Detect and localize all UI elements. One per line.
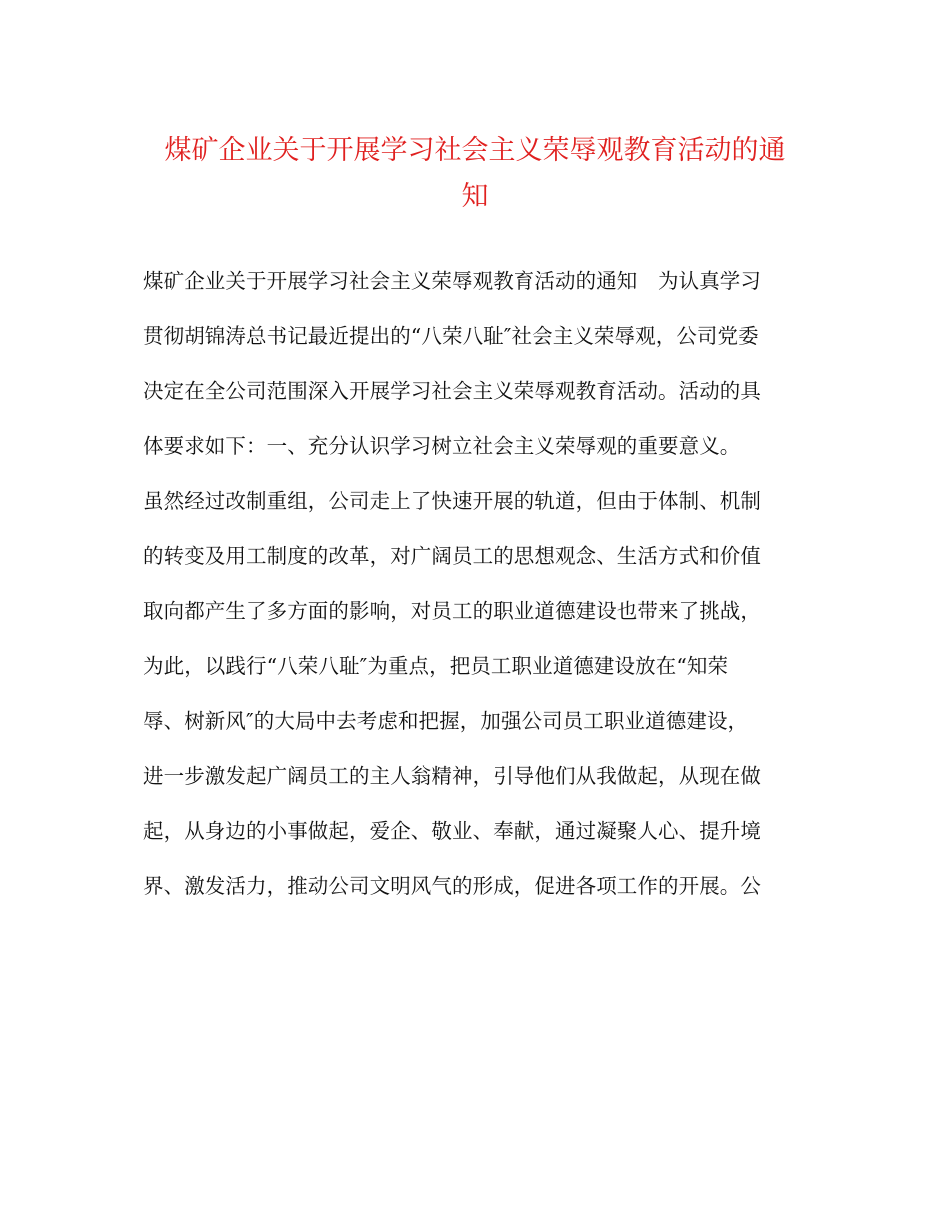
- body-line-4: 体要求如下：一、充分认识学习树立社会主义荣辱观的重要意义。: [143, 434, 741, 458]
- body-line-3: 决定在全公司范围深入开展学习社会主义荣辱观教育活动。活动的具: [143, 379, 761, 403]
- body-line-1: 煤矿企业关于开展学习社会主义荣辱观教育活动的通知 为认真学习: [143, 269, 761, 293]
- body-line-6: 的转变及用工制度的改革，对广阔员工的思想观念、生活方式和价值: [143, 544, 761, 568]
- document-title-line-1: 煤矿企业关于开展学习社会主义荣辱观教育活动的通: [164, 135, 786, 166]
- body-line-12: 界、激发活力，推动公司文明风气的形成，促进各项工作的开展。公: [143, 874, 761, 898]
- body-line-10: 进一步激发起广阔员工的主人翁精神，引导他们从我做起，从现在做: [143, 764, 761, 788]
- body-line-8: 为此，以践行“八荣八耻″为重点，把员工职业道德建设放在“知荣: [143, 654, 729, 678]
- body-line-11: 起，从身边的小事做起，爱企、敬业、奉献，通过凝聚人心、提升境: [143, 819, 761, 843]
- body-line-5: 虽然经过改制重组，公司走上了快速开展的轨道，但由于体制、机制: [143, 489, 761, 513]
- body-line-2: 贯彻胡锦涛总书记最近提出的“八荣八耻″社会主义荣辱观，公司党委: [143, 324, 759, 348]
- body-line-9: 辱、树新风″的大局中去考虑和把握，加强公司员工职业道德建设，: [143, 709, 749, 733]
- body-line-7: 取向都产生了多方面的影响，对员工的职业道德建设也带来了挑战，: [143, 599, 761, 623]
- document-body: [143, 258, 823, 918]
- document-title-line-2: 知: [461, 181, 489, 212]
